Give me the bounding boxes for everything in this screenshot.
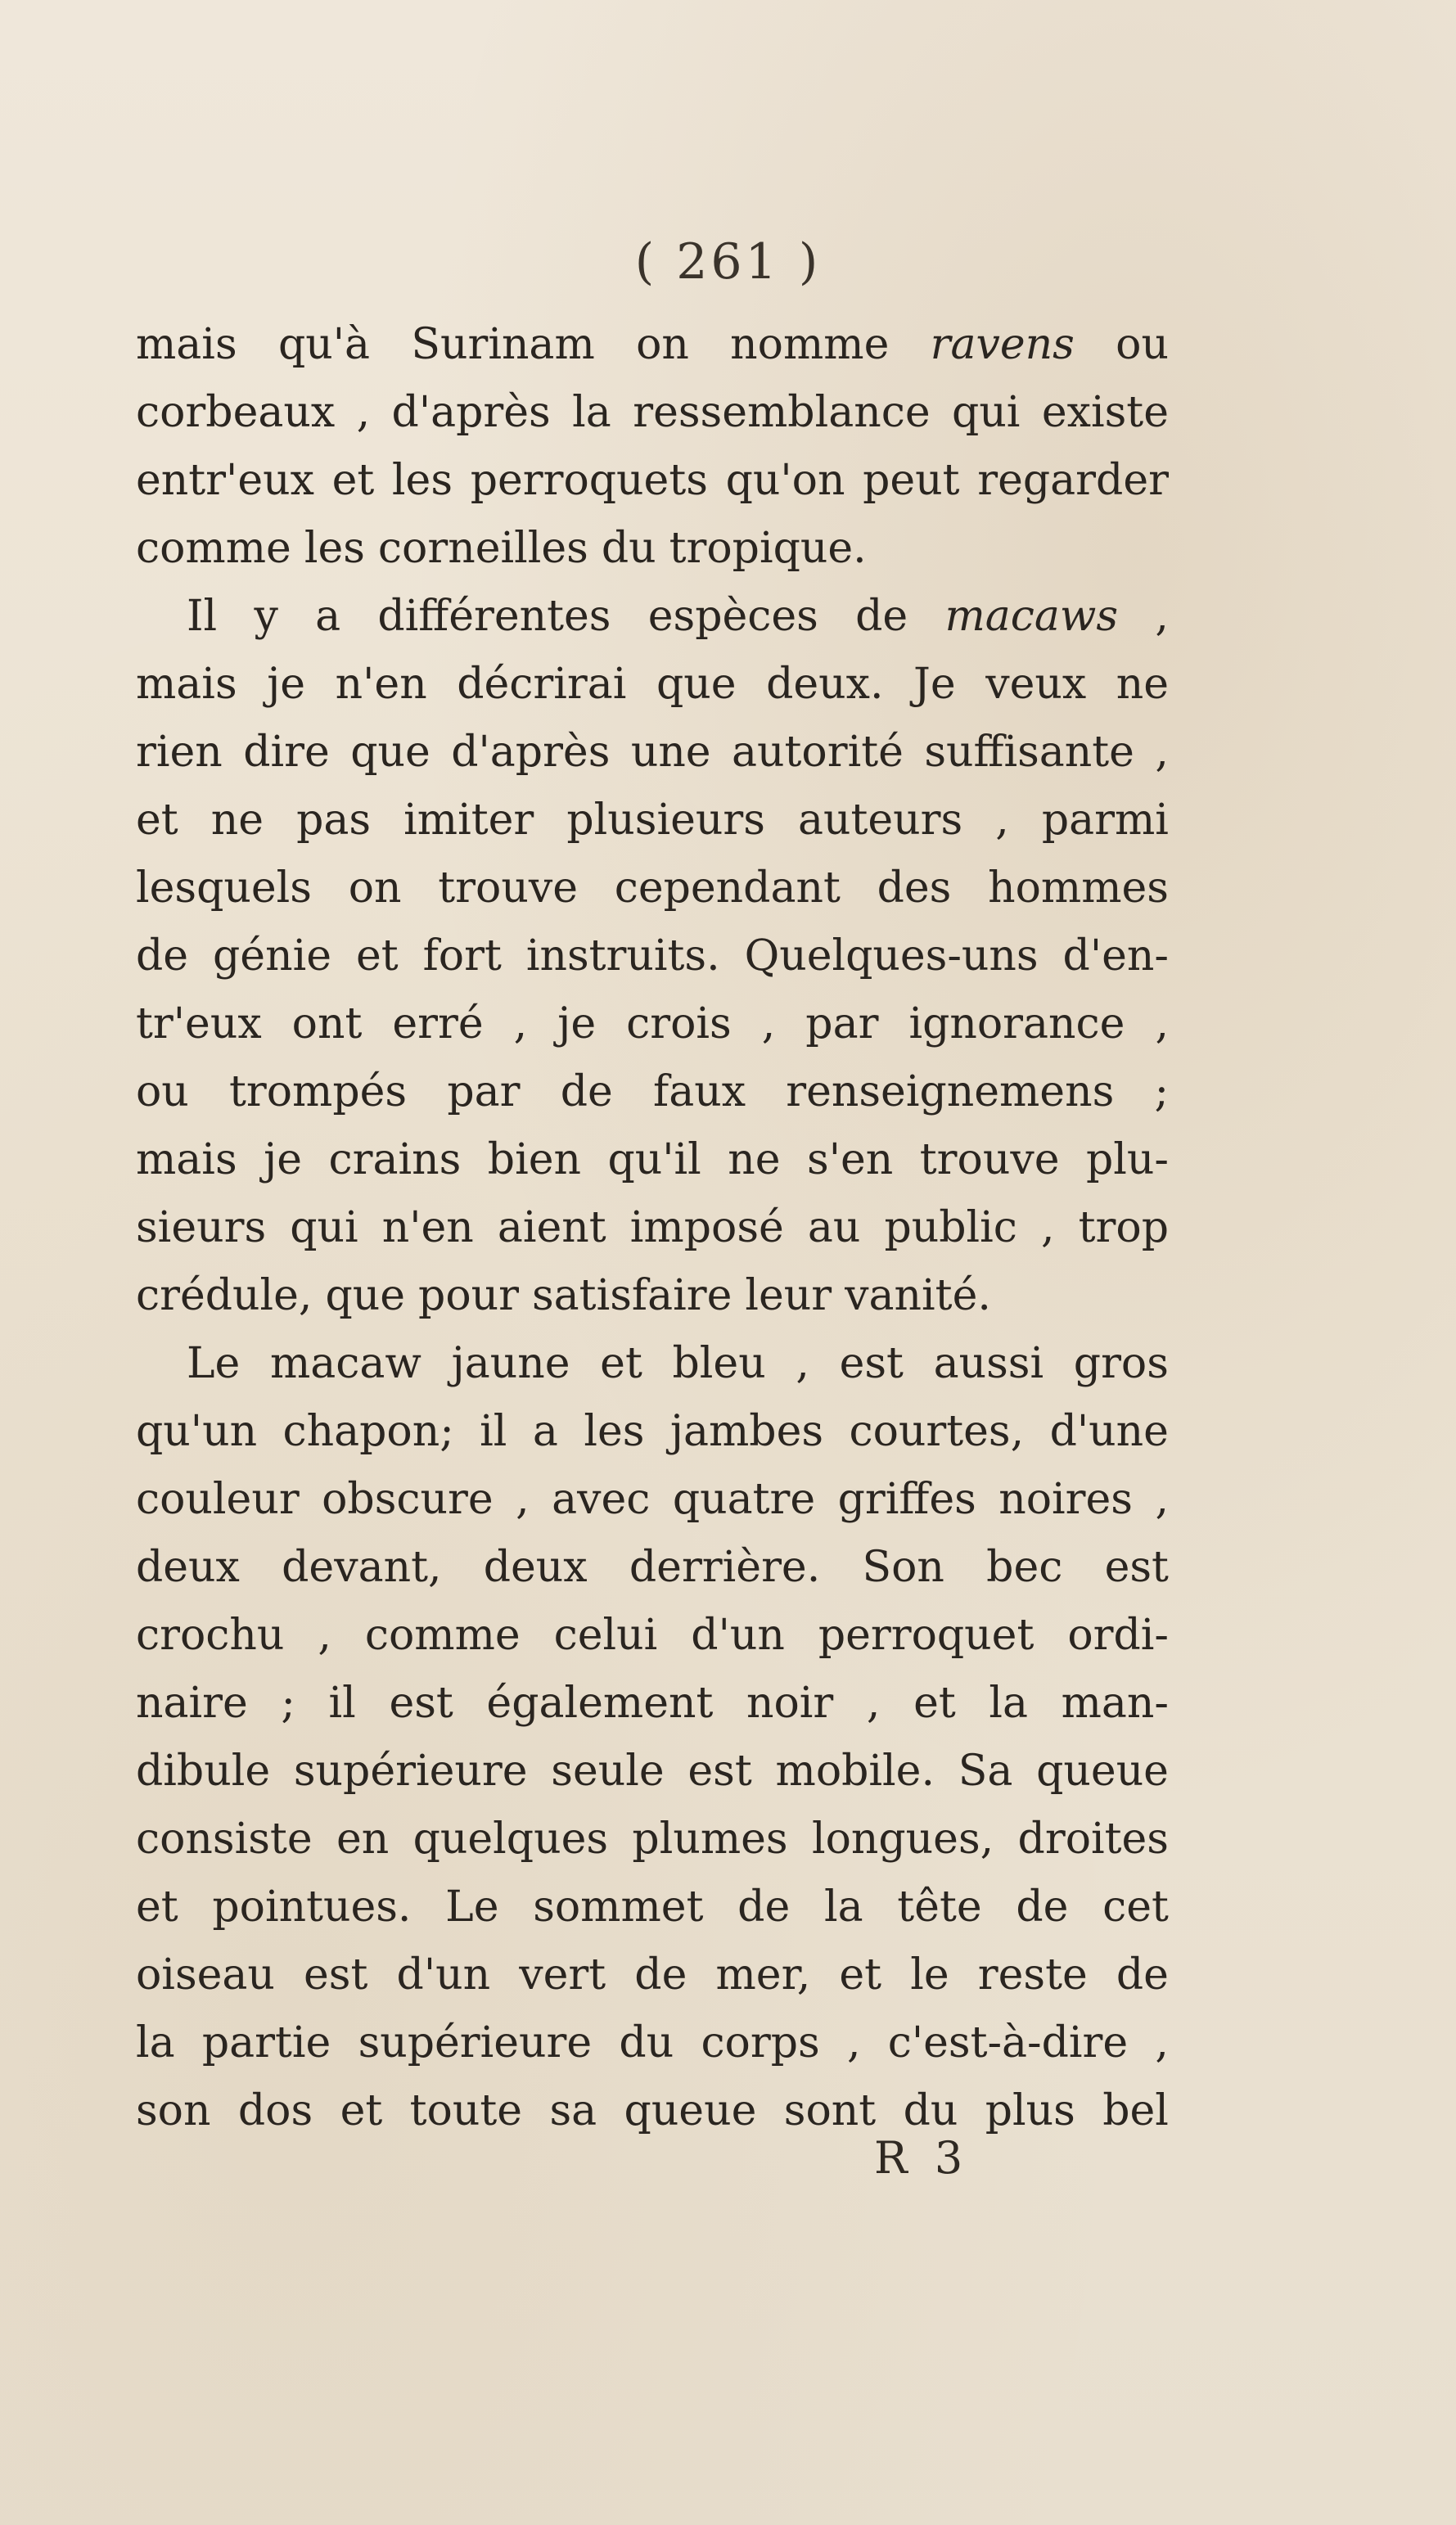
word: que <box>325 1271 406 1320</box>
text-line <box>136 2009 1169 2077</box>
word: pas <box>296 796 372 845</box>
text-line <box>136 2077 1169 2145</box>
word: qu'à <box>277 320 371 369</box>
word: son <box>136 2086 211 2135</box>
word: tête <box>897 1882 982 1932</box>
word: mobile. <box>775 1747 935 1796</box>
word: partie <box>201 2018 331 2067</box>
word: Je <box>913 660 956 709</box>
word: satisfaire <box>531 1271 733 1320</box>
text-line <box>136 1330 1169 1398</box>
word: Surinam <box>411 320 595 369</box>
text-line <box>136 1126 1169 1194</box>
word: Quelques-uns <box>744 931 1039 981</box>
word: n'en <box>335 660 427 709</box>
word: man- <box>1061 1679 1169 1728</box>
word: cet <box>1102 1882 1169 1932</box>
word: est <box>304 1950 368 2000</box>
word: cependant <box>614 863 841 913</box>
word: je <box>267 660 306 709</box>
word: c'est-à-dire <box>887 2018 1129 2067</box>
word: oiseau <box>136 1950 275 2000</box>
word: perroquets <box>470 456 708 505</box>
word: queue <box>1036 1747 1169 1796</box>
word: , <box>513 999 528 1048</box>
word: trompés <box>229 1067 408 1116</box>
word: bel <box>1102 2086 1169 2135</box>
word: Le <box>187 1339 241 1388</box>
word: vert <box>519 1950 606 2000</box>
word: trouve <box>919 1135 1060 1184</box>
word: et <box>331 456 375 505</box>
word: il <box>328 1679 356 1728</box>
word: deux. <box>766 660 884 709</box>
word: gros <box>1073 1339 1169 1388</box>
word: du <box>619 2018 674 2067</box>
word: quatre <box>672 1475 816 1524</box>
word: décrirai <box>457 660 627 709</box>
word: bien <box>487 1135 581 1184</box>
text-line <box>136 990 1169 1058</box>
word: que <box>350 728 430 777</box>
word: ; <box>281 1679 295 1728</box>
text-line <box>136 515 1169 583</box>
word: de <box>855 592 908 641</box>
word: imiter <box>403 796 534 845</box>
word: instruits. <box>525 931 720 981</box>
word: et <box>913 1679 956 1728</box>
word: , <box>1041 1203 1055 1252</box>
word: tr'eux <box>136 999 262 1048</box>
word: les <box>584 1407 645 1456</box>
word: suffisante <box>924 728 1134 777</box>
word: consiste <box>136 1815 313 1864</box>
word: ravens <box>930 320 1075 369</box>
word: ordi- <box>1067 1611 1169 1660</box>
word: , <box>1155 999 1169 1048</box>
text-line <box>136 719 1169 787</box>
word: courtes, <box>849 1407 1025 1456</box>
text-line <box>136 1194 1169 1262</box>
word: espèces <box>647 592 818 641</box>
word: de <box>1116 1950 1169 2000</box>
word: dos <box>237 2086 313 2135</box>
word: est <box>1104 1543 1169 1592</box>
word: , <box>1155 728 1169 777</box>
word: couleur <box>136 1475 300 1524</box>
word: d'après <box>391 388 551 437</box>
word: Il <box>187 592 218 641</box>
word: , <box>846 2018 861 2067</box>
word: les <box>304 524 365 573</box>
word: s'en <box>807 1135 894 1184</box>
word: une <box>630 728 711 777</box>
word: nomme <box>730 320 890 369</box>
text-line <box>136 651 1169 719</box>
word: noir <box>746 1679 834 1728</box>
word: renseignemens <box>786 1067 1115 1116</box>
word: a <box>532 1407 558 1456</box>
word: de <box>136 931 189 981</box>
word: lesquels <box>136 863 312 913</box>
word: la <box>136 2018 175 2067</box>
word: sommet <box>533 1882 704 1932</box>
word: la <box>823 1882 863 1932</box>
word: Le <box>445 1882 499 1932</box>
word: jambes <box>669 1407 824 1456</box>
word: plus <box>985 2086 1075 2135</box>
word: d'après <box>451 728 611 777</box>
word: longues, <box>811 1815 994 1864</box>
word: en <box>336 1815 390 1864</box>
word: pour <box>418 1271 519 1320</box>
word: par <box>805 999 879 1048</box>
word: naire <box>136 1679 248 1728</box>
word: la <box>572 388 611 437</box>
word: pointues. <box>212 1882 412 1932</box>
word: comme <box>364 1611 521 1660</box>
word: , <box>516 1475 530 1524</box>
word: reste <box>977 1950 1088 2000</box>
word: d'un <box>691 1611 785 1660</box>
word: ; <box>1154 1067 1169 1116</box>
word: et <box>600 1339 642 1388</box>
word: la <box>989 1679 1028 1728</box>
word: faux <box>652 1067 746 1116</box>
word: génie <box>213 931 331 981</box>
word: supérieure <box>358 2018 593 2067</box>
word: quelques <box>412 1815 609 1864</box>
text-line <box>136 1602 1169 1670</box>
word: mais <box>136 1135 237 1184</box>
text-line <box>136 1873 1169 1941</box>
text-line <box>136 583 1169 651</box>
word: plu- <box>1085 1135 1169 1184</box>
word: , <box>761 999 776 1048</box>
word: qu'il <box>607 1135 701 1184</box>
text-line <box>136 1670 1169 1738</box>
word: jaune <box>451 1339 570 1388</box>
word: n'en <box>381 1203 474 1252</box>
word: et <box>136 796 178 845</box>
word: de <box>737 1882 791 1932</box>
word: et <box>136 1882 178 1932</box>
word: chapon; <box>282 1407 454 1456</box>
word: on <box>636 320 689 369</box>
word: deux <box>483 1543 588 1592</box>
word: deux <box>136 1543 240 1592</box>
word: obscure <box>322 1475 494 1524</box>
word: d'une <box>1049 1407 1169 1456</box>
word: aussi <box>933 1339 1044 1388</box>
word: sieurs <box>136 1203 267 1252</box>
word: a <box>315 592 341 641</box>
word: avec <box>552 1475 651 1524</box>
word: aient <box>497 1203 606 1252</box>
word: crédule, <box>136 1271 313 1320</box>
word: qu'un <box>136 1407 258 1456</box>
text-line <box>136 1262 1169 1330</box>
word: seule <box>551 1747 665 1796</box>
word: parmi <box>1041 796 1169 845</box>
word: au <box>807 1203 861 1252</box>
word: les <box>391 456 453 505</box>
word: de <box>560 1067 613 1116</box>
word: , <box>1155 592 1169 641</box>
word: que <box>656 660 737 709</box>
text-line <box>136 854 1169 922</box>
word: qui <box>952 388 1021 437</box>
word: le <box>910 1950 949 2000</box>
word: y <box>254 592 278 641</box>
word: supérieure <box>293 1747 528 1796</box>
word: droites <box>1017 1815 1169 1864</box>
word: rien <box>136 728 223 777</box>
word: public <box>884 1203 1017 1252</box>
word: ne <box>1116 660 1169 709</box>
word: on <box>348 863 402 913</box>
word: imposé <box>629 1203 784 1252</box>
word: plusieurs <box>566 796 765 845</box>
word: , <box>1155 1475 1169 1524</box>
word: existe <box>1041 388 1169 437</box>
word: , <box>866 1679 881 1728</box>
word: ou <box>1116 320 1169 369</box>
word: dire <box>243 728 330 777</box>
word: queue <box>624 2086 757 2135</box>
word: erré <box>392 999 484 1048</box>
word: qu'on <box>725 456 845 505</box>
text-line <box>136 1534 1169 1602</box>
word: celui <box>553 1611 658 1660</box>
text-line <box>136 311 1169 379</box>
word: des <box>877 863 952 913</box>
word: macaws <box>944 592 1119 641</box>
word: est <box>839 1339 904 1388</box>
word: ressemblance <box>633 388 931 437</box>
word: du <box>903 2086 958 2135</box>
word: vanité. <box>845 1271 991 1320</box>
word: macaw <box>269 1339 421 1388</box>
word: crochu <box>136 1611 285 1660</box>
text-line <box>136 379 1169 447</box>
word: ignorance <box>908 999 1125 1048</box>
word: du <box>601 524 656 573</box>
word: noires <box>998 1475 1133 1524</box>
word: , <box>796 1339 809 1388</box>
word: je <box>557 999 597 1048</box>
word: bec <box>986 1543 1063 1592</box>
word: mer, <box>715 1950 811 2000</box>
text-line <box>136 922 1169 990</box>
signature-mark: R 3 <box>874 2132 970 2184</box>
word: griffes <box>837 1475 976 1524</box>
word: leur <box>745 1271 832 1320</box>
word: comme <box>136 524 291 573</box>
word: perroquet <box>818 1611 1035 1660</box>
word: ou <box>136 1067 189 1116</box>
word: ne <box>728 1135 781 1184</box>
word: par <box>447 1067 521 1116</box>
word: de <box>634 1950 687 2000</box>
word: derrière. <box>629 1543 821 1592</box>
word: qui <box>290 1203 358 1252</box>
word: et <box>355 931 399 981</box>
word: entr'eux <box>136 456 314 505</box>
word: peut <box>863 456 960 505</box>
word: sa <box>549 2086 597 2135</box>
text-line <box>136 1941 1169 2009</box>
word: autorité <box>732 728 904 777</box>
text-line <box>136 1058 1169 1126</box>
word: est <box>389 1679 453 1728</box>
word: Sa <box>958 1747 1013 1796</box>
word: d'un <box>396 1950 491 2000</box>
word: auteurs <box>797 796 963 845</box>
word: ne <box>210 796 264 845</box>
word: mais <box>136 320 237 369</box>
word: et <box>340 2086 383 2135</box>
word: devant, <box>282 1543 442 1592</box>
text-line <box>136 447 1169 515</box>
word: toute <box>409 2086 523 2135</box>
word: sont <box>783 2086 877 2135</box>
text-line <box>136 1466 1169 1534</box>
word: Son <box>862 1543 944 1592</box>
word: fort <box>422 931 502 981</box>
text-block <box>136 311 1169 2145</box>
word: est <box>687 1747 752 1796</box>
word: d'en- <box>1062 931 1169 981</box>
word: , <box>318 1611 331 1660</box>
word: crois <box>626 999 732 1048</box>
word: corps <box>701 2018 820 2067</box>
word: trouve <box>438 863 578 913</box>
word: différentes <box>377 592 611 641</box>
word: , <box>356 388 371 437</box>
word: plumes <box>632 1815 788 1864</box>
word: corbeaux <box>136 388 336 437</box>
text-line <box>136 1398 1169 1466</box>
word: mais <box>136 660 237 709</box>
word: bleu <box>672 1339 766 1388</box>
word: hommes <box>988 863 1169 913</box>
word: , <box>1155 2018 1169 2067</box>
word: trop <box>1078 1203 1169 1252</box>
word: tropique. <box>669 524 867 573</box>
word: il <box>480 1407 507 1456</box>
word: de <box>1016 1882 1069 1932</box>
word: corneilles <box>377 524 588 573</box>
text-line <box>136 787 1169 854</box>
word: veux <box>985 660 1087 709</box>
word: crains <box>328 1135 462 1184</box>
text-line <box>136 1806 1169 1873</box>
word: je <box>264 1135 303 1184</box>
word: ont <box>291 999 363 1048</box>
page-header: ( 261 ) <box>634 233 822 291</box>
word: également <box>486 1679 714 1728</box>
word: dibule <box>136 1747 271 1796</box>
text-line <box>136 1738 1169 1806</box>
word: et <box>839 1950 882 2000</box>
word: regarder <box>977 456 1169 505</box>
word: , <box>995 796 1009 845</box>
